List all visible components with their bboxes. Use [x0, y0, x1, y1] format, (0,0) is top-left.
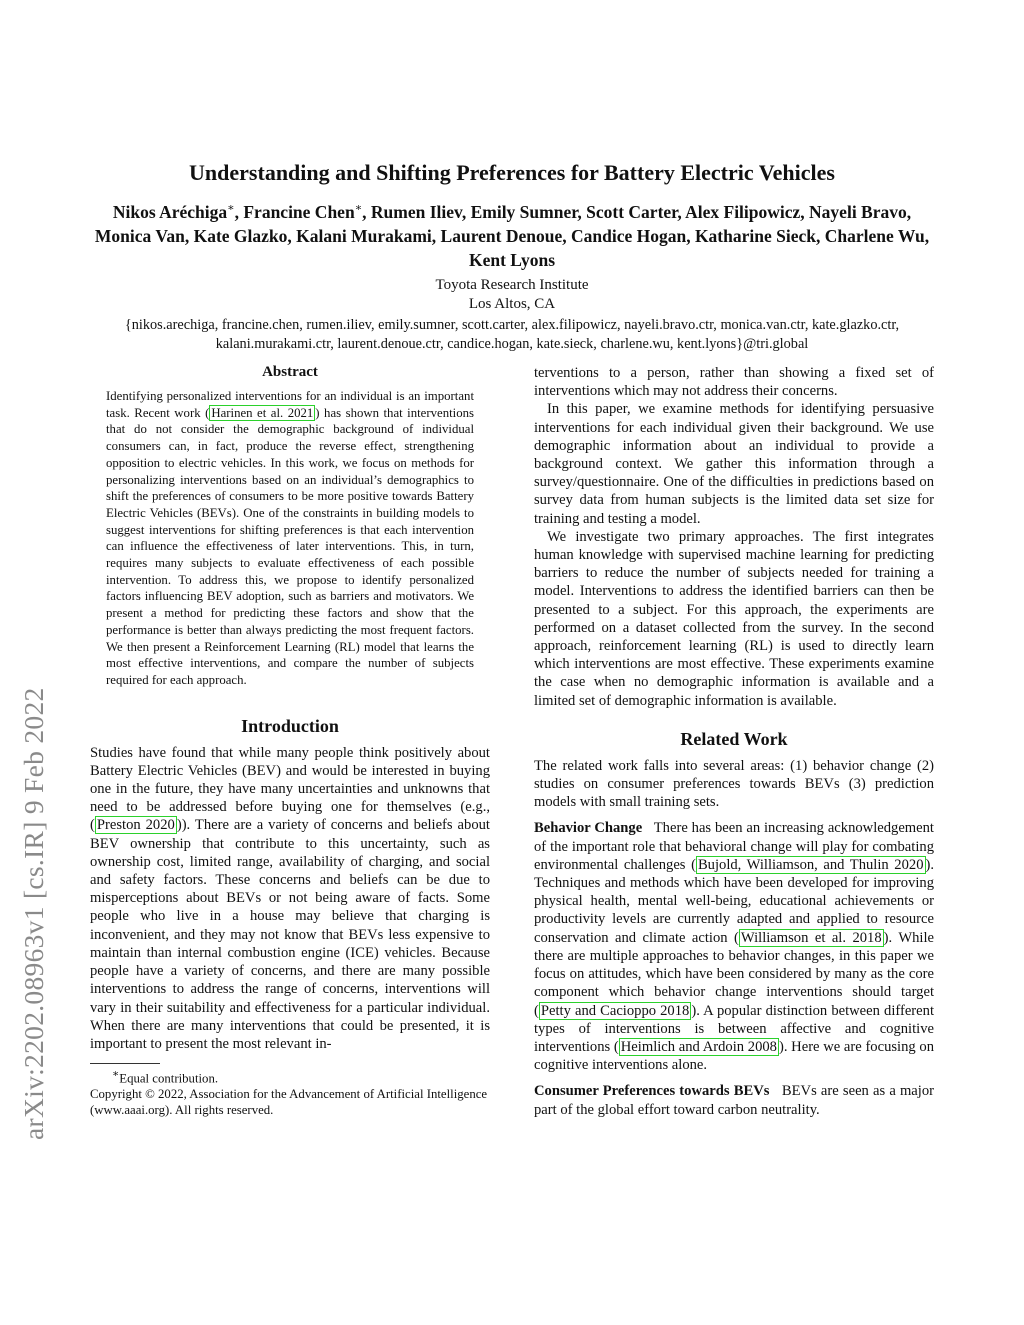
location: Los Altos, CA	[468, 295, 556, 312]
bc-text-part: There has been an increasing acknowledgement of the important role that behavioral change will play for combating environmental challenges (	[534, 820, 934, 873]
cp-text-part: BEVs are seen as a major part of the global effort toward carbon neutrality.	[534, 1083, 934, 1118]
related-work-heading: Related Work	[680, 728, 788, 749]
right-column	[534, 364, 934, 1119]
bc-text-part: ). Here we are focusing on cognitive interventions alone.	[534, 1038, 934, 1074]
intro-text-part: Studies have found that while many people think positively about Battery Electric Vehicles (BEV) and would be interested in buying one in the future, they have many uncertainties and unknowns that need to be addressed before buying one for themselves (e.g., (	[90, 744, 490, 834]
footnote-equal-contribution	[90, 1067, 490, 1086]
behavior-change-heading: Behavior Change	[534, 820, 643, 837]
citation-link[interactable]: Heimlich and Ardoin 2008	[620, 1038, 777, 1055]
paper-header	[90, 158, 934, 354]
left-column	[90, 364, 490, 1118]
author-1: Nikos Aréchiga	[112, 201, 228, 222]
copyright-notice: Copyright © 2022, Association for the Advancement of Artificial Intelligence (www.aaai.org). All rights reserved.	[90, 1087, 488, 1118]
citation-link[interactable]: Petty and Cacioppo 2018	[540, 1002, 690, 1019]
citation-link[interactable]: Bujold, Williamson, and Thulin 2020	[697, 856, 924, 873]
consumer-preferences-paragraph	[534, 1082, 934, 1118]
introduction-heading: Introduction	[241, 715, 339, 736]
arxiv-sidebar-stamp: arXiv:2202.08963v1 [cs.IR] 9 Feb 2022	[18, 687, 49, 1140]
introduction-paragraph-3: We investigate two primary approaches. The first integrates human knowledge with supervised machine learning for predicting barriers to reduce the number of subjects needed for training a model. Interventions to address the identified barriers can then be presented to a subject. For this approach, the experiments are performed on a dataset collected from the survey. In the second approach, reinforcement learning (RL) is used to directly learn which interventions are most effective. These experiments examine the case when no demographic information is available and a limited set of demographic information is available.	[534, 528, 934, 709]
abstract-heading: Abstract	[262, 364, 318, 380]
abstract-text-part: Identifying personalized interventions for an individual is an important task. Recent work (	[106, 389, 474, 420]
citation-link[interactable]: Preston 2020	[96, 817, 175, 834]
intro-text-part: )). There are a variety of concerns and beliefs about BEV ownership that contribute to this uncertainty, such as ownership cost, limited range, availability of charging, and social and safety factors. These concerns and beliefs can be due to misperceptions about BEVs or not being aware of facts. Some people who live in a house may believe that charging is inconvenient, and they may not know that BEVs less expensive to maintain than internal combustion engine (ICE) vehicles. Because people have a variety of concerns, and there are many possible interventions to address the range of concerns, interventions will vary in their suitability and effectiveness for a particular individual. When there are many interventions that could be presented, it is important to present the most relevant in-	[90, 817, 490, 1052]
equal-contribution-mark: ∗	[354, 202, 363, 214]
paper-title: Understanding and Shifting Preferences for Battery Electric Vehicles	[189, 160, 835, 185]
related-work-intro: The related work falls into several areas: (1) behavior change (2) studies on consumer preferences towards BEVs (3) prediction models with small training sets.	[534, 757, 934, 811]
introduction-continued: terventions to a person, rather than showing a fixed set of interventions which may not address their concerns.	[534, 365, 934, 400]
bc-text-part: ). Techniques and methods which have been developed for improving physical health, mental well-being, educational achievements or productivity levels are currently adapted and applied to resource conservation and climate action (	[534, 856, 935, 946]
abstract-text-part: ) has shown that interventions that do not consider the demographic background of individual consumers can, in fact, produce the reverse effect, strengthening opposition to electric vehicles. In this work, we focus on methods for personalizing interventions based on an individual’s demographics to shift the preferences of consumers to be more positive towards Battery Electric Vehicles (BEVs). One of the constraints in building models to suggest interventions for shifting preferences is that each intervention can influence the effectiveness of later interventions. This, in turn, requires many subjects to evaluate effectiveness of each possible intervention. To address this, we propose to identify personalized factors influencing BEV adoption, such as barriers and motivators. We present a method for predicting these factors and show that the performance is better than always predicting the most frequent factors. We then present a Reinforcement Learning (RL) model that learns the most effective interventions, and compare the number of subjects required for each approach.	[106, 405, 474, 687]
author-2: , Francine Chen	[234, 201, 355, 222]
footnote-text: Equal contribution.	[119, 1071, 219, 1086]
affiliation: Toyota Research Institute	[435, 276, 589, 293]
bc-text-part: ). While there are multiple approaches to behavior changes, in this paper we focus on attitudes, which have been considered by many as the core component which behavior change interventions should target (	[534, 929, 934, 1019]
footnote-area	[90, 1063, 490, 1118]
authors-rest: , Rumen Iliev, Emily Sumner, Scott Carter, Alex Filipowicz, Nayeli Bravo, Monica Van, Kate Glazko, Kalani Murakami, Laurent Denoue, Candice Hogan, Katharine Sieck, Charlene Wu, Kent Lyons	[94, 201, 930, 270]
footnote-rule	[90, 1063, 160, 1064]
introduction-paragraph-2: In this paper, we examine methods for identifying persuasive interventions for each individual given their background. We use demographic information about an individual to provide a background context. We gather this information through a survey/questionnaire. One of the difficulties in predictions based on survey data from human subjects is the limited data set size for training and testing a model.	[534, 401, 934, 527]
introduction-paragraph	[90, 744, 490, 1053]
equal-contribution-mark: ∗	[227, 202, 235, 214]
citation-link[interactable]: Williamson et al. 2018	[740, 929, 882, 946]
behavior-change-paragraph	[534, 819, 934, 1074]
abstract-text	[106, 388, 474, 689]
footnote-mark: ∗	[112, 1069, 120, 1081]
author-emails: {nikos.arechiga, francine.chen, rumen.iliev, emily.sumner, scott.carter, alex.filipowicz, nayeli.bravo.ctr, monica.van.ctr, kate.glazko.ctr, kalani.murakami.ctr, laurent.denoue.ctr, candice.hogan, kate.sieck, charlene.wu, kent.lyons}@tri.global	[124, 316, 900, 352]
bc-text-part: ). A popular distinction between different types of interventions is between affective and cognitive interventions (	[534, 1002, 934, 1055]
citation-link[interactable]: Harinen et al. 2021	[211, 405, 314, 420]
consumer-preferences-heading: Consumer Preferences towards BEVs	[534, 1083, 770, 1100]
author-list	[90, 196, 934, 272]
